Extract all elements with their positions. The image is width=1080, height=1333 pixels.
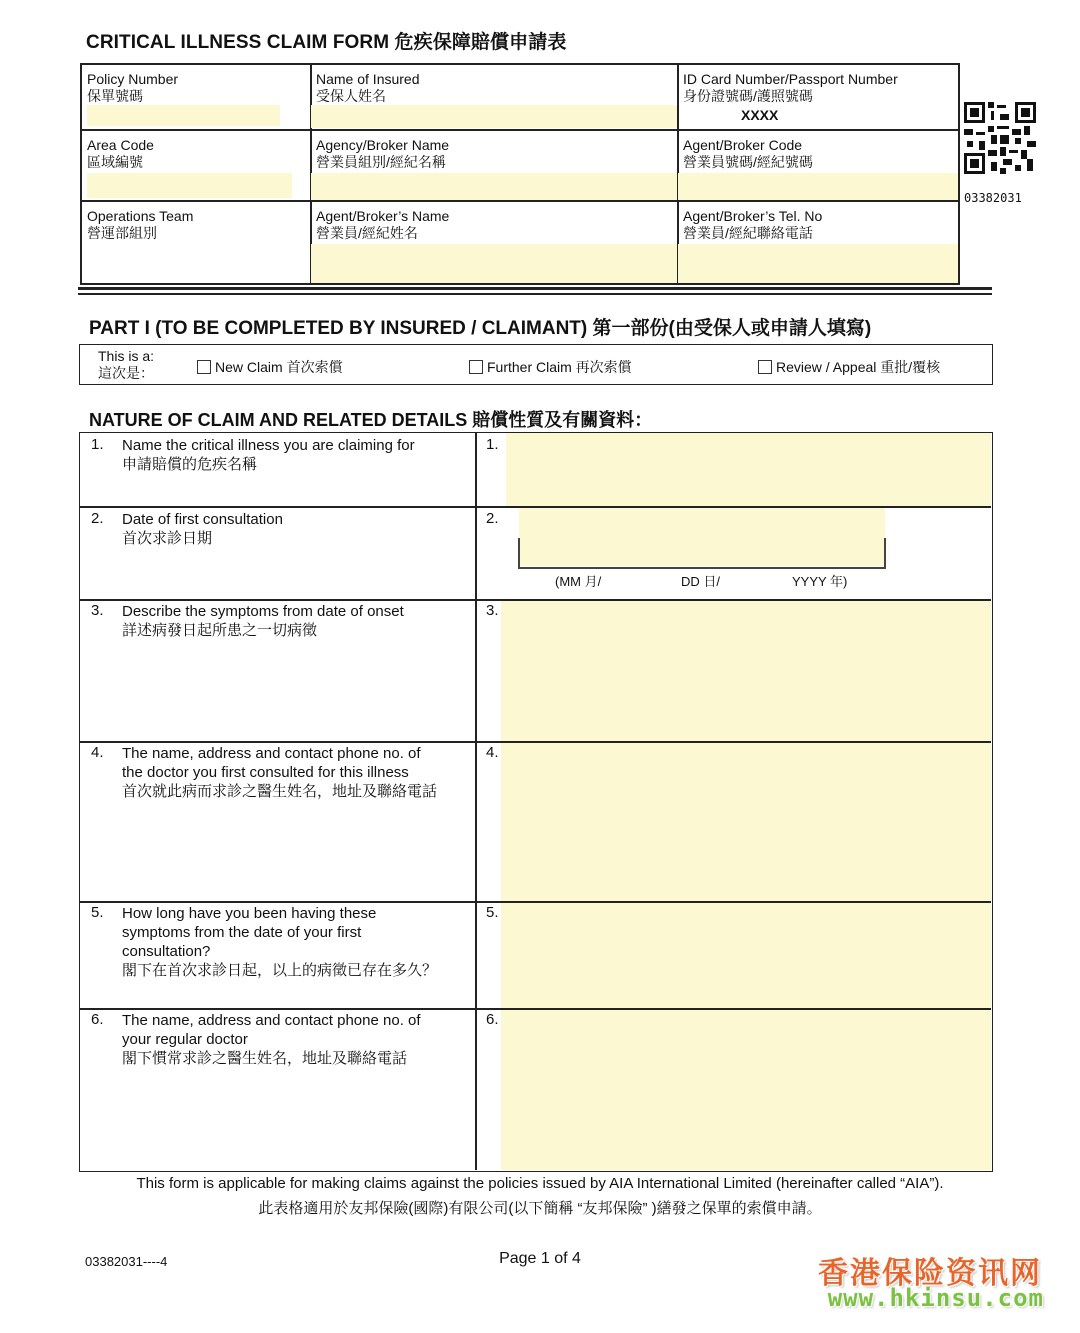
agency-broker-name-label-zh: 營業員組別/經紀名稱 xyxy=(316,154,446,170)
option-further-claim[interactable] xyxy=(469,357,632,377)
question-row-3 xyxy=(80,601,991,741)
date-bracket-right xyxy=(884,538,886,568)
agent-broker-code-label-zh: 營業員號碼/經紀號碼 xyxy=(683,154,813,170)
agent-broker-tel-input[interactable] xyxy=(678,244,958,283)
option-review-appeal-label: Review / Appeal 重批/覆核 xyxy=(776,359,941,375)
answer-number: 1. xyxy=(486,436,499,453)
agent-broker-name-input[interactable] xyxy=(311,244,677,283)
agent-broker-code-label: Agent/Broker Code xyxy=(683,137,803,153)
answer-field-3[interactable] xyxy=(501,601,991,741)
name-of-insured-label: Name of Insured xyxy=(316,71,420,87)
id-number-cell xyxy=(678,65,958,129)
agent-broker-code-cell xyxy=(678,131,958,200)
form-code-side: 03382031 xyxy=(964,191,1022,205)
this-is-a-label: This is a: 這次是： xyxy=(98,348,155,381)
agent-broker-name-label: Agent/Broker’s Name xyxy=(316,208,450,224)
header-table xyxy=(80,63,960,285)
operations-team-cell xyxy=(82,202,310,283)
policy-number-cell xyxy=(82,65,310,129)
agent-broker-name-cell xyxy=(311,202,677,283)
agent-broker-tel-label: Agent/Broker’s Tel. No xyxy=(683,208,823,224)
area-code-input[interactable] xyxy=(87,173,292,198)
agent-broker-tel-label-zh: 營業員/經紀聯絡電話 xyxy=(683,225,813,241)
date-underline xyxy=(518,567,886,569)
question-row-1 xyxy=(80,433,991,506)
id-number-value: XXXX xyxy=(741,107,779,123)
question-text: How long have you been having these symptoms from the date of your first consultation? 閣下在首次求診日起，以上的病徵已存在多久？ xyxy=(122,905,438,979)
answer-field-1[interactable] xyxy=(506,433,991,506)
date-label-yyyy: YYYY 年) xyxy=(792,574,848,589)
question-text: Describe the symptoms from date of onset 詳述病發日起所患之一切病徵 xyxy=(122,603,404,639)
agency-broker-name-label: Agency/Broker Name xyxy=(316,137,450,153)
question-text: Name the critical illness you are claiming for 申請賠償的危疾名稱 xyxy=(122,437,415,473)
agency-broker-name-cell xyxy=(311,131,677,200)
page-code: 03382031----4 xyxy=(85,1254,168,1269)
answer-field-5[interactable] xyxy=(501,903,991,1008)
question-number: 1. xyxy=(91,436,104,453)
operations-team-label: Operations Team xyxy=(87,208,194,224)
qr-code-icon xyxy=(964,102,1036,174)
policy-number-input[interactable] xyxy=(87,105,280,126)
question-text: Date of first consultation 首次求診日期 xyxy=(122,511,283,547)
answer-number: 2. xyxy=(486,510,499,527)
answer-number: 5. xyxy=(486,904,499,921)
divider xyxy=(78,287,992,290)
id-number-label: ID Card Number/Passport Number xyxy=(683,71,898,87)
question-row-2 xyxy=(80,508,991,599)
page-number: Page 1 of 4 xyxy=(499,1250,581,1267)
date-bracket-left xyxy=(518,538,520,568)
form-title: CRITICAL ILLNESS CLAIM FORM 危疾保障賠償申請表 xyxy=(86,32,567,53)
option-new-claim[interactable] xyxy=(197,357,343,377)
part1-title: PART I (TO BE COMPLETED BY INSURED / CLAIMANT) 第一部份(由受保人或申請人填寫) xyxy=(89,318,872,339)
question-number: 3. xyxy=(91,602,104,619)
agent-broker-code-input[interactable] xyxy=(678,173,958,200)
details-table xyxy=(79,432,993,1172)
name-of-insured-input[interactable] xyxy=(311,105,677,128)
area-code-label: Area Code xyxy=(87,137,154,153)
question-number: 6. xyxy=(91,1011,104,1028)
date-label-dd: DD 日/ xyxy=(681,574,721,589)
name-of-insured-cell xyxy=(311,65,677,129)
agent-broker-name-label-zh: 營業員/經紀姓名 xyxy=(316,225,418,241)
operations-team-label-zh: 營運部組別 xyxy=(87,225,157,241)
question-number: 2. xyxy=(91,510,104,527)
nature-title: NATURE OF CLAIM AND RELATED DETAILS 賠償性質及有關資料： xyxy=(89,410,653,430)
answer-field-6[interactable] xyxy=(501,1010,991,1170)
answer-number: 6. xyxy=(486,1011,499,1028)
agency-broker-name-input[interactable] xyxy=(311,173,677,200)
footer-note-en: This form is applicable for making claims against the policies issued by AIA International Limited (hereinafter called “AIA”). xyxy=(136,1175,944,1192)
question-number: 4. xyxy=(91,744,104,761)
claim-type-row xyxy=(79,344,993,385)
date-label-mm: (MM 月/ xyxy=(555,574,602,589)
answer-number: 3. xyxy=(486,602,499,619)
question-text: The name, address and contact phone no. of the doctor you first consulted for this illness 首次就此病而求診之醫生姓名，地址及聯絡電話 xyxy=(122,745,438,800)
question-row-5 xyxy=(80,903,991,1008)
question-text: The name, address and contact phone no. of your regular doctor 閣下慣常求診之醫生姓名，地址及聯絡電話 xyxy=(122,1012,421,1067)
question-row-4 xyxy=(80,743,991,901)
area-code-cell xyxy=(82,131,310,200)
policy-number-label: Policy Number xyxy=(87,71,179,87)
option-further-claim-label: Further Claim 再次索償 xyxy=(487,359,632,375)
option-review-appeal[interactable] xyxy=(758,357,940,377)
checkbox-icon[interactable] xyxy=(197,360,211,374)
area-code-label-zh: 區域編號 xyxy=(87,154,143,170)
id-number-label-zh: 身份證號碼/護照號碼 xyxy=(683,88,813,104)
policy-number-label-zh: 保單號碼 xyxy=(87,88,143,104)
name-of-insured-label-zh: 受保人姓名 xyxy=(316,88,386,104)
watermark-url: www.hkinsu.com xyxy=(827,1284,1044,1312)
question-row-6 xyxy=(80,1010,991,1170)
question-number: 5. xyxy=(91,904,104,921)
answer-number: 4. xyxy=(486,744,499,761)
option-new-claim-label: New Claim 首次索償 xyxy=(215,359,343,375)
checkbox-icon[interactable] xyxy=(758,360,772,374)
footer-note-zh: 此表格適用於友邦保險(國際)有限公司(以下簡稱 “友邦保險” )繕發之保單的索償申請。 xyxy=(258,1200,822,1217)
divider xyxy=(78,293,992,295)
answer-field-4[interactable] xyxy=(501,743,991,901)
date-input[interactable] xyxy=(519,508,885,566)
checkbox-icon[interactable] xyxy=(469,360,483,374)
watermark-text: 香港保险资讯网 xyxy=(818,1257,1042,1290)
agent-broker-tel-cell xyxy=(678,202,958,283)
